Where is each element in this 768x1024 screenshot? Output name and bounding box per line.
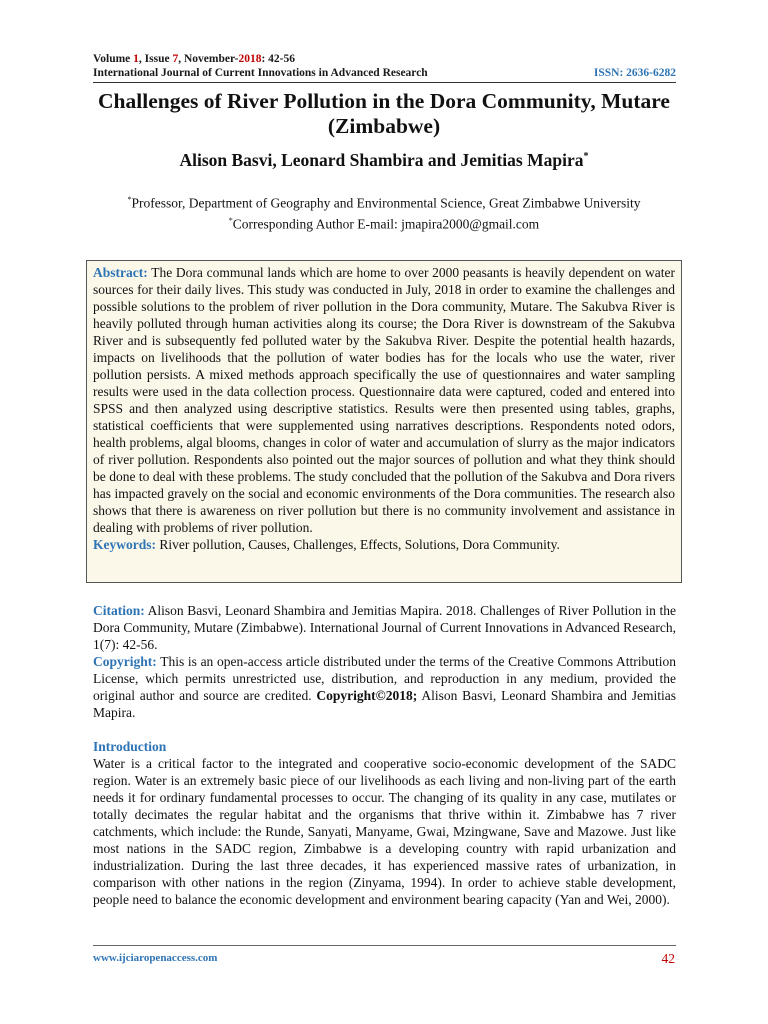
corresponding-email-line: *Corresponding Author E-mail: jmapira2000@gmail.com: [228, 215, 540, 231]
citation-label: Citation:: [93, 603, 145, 618]
volume-number: 1: [133, 53, 139, 65]
year: 2018: [238, 53, 262, 65]
author-list: Alison Basvi, Leonard Shambira and Jemitias Mapira*: [179, 150, 589, 170]
abstract-box: [86, 260, 682, 583]
footer-rule: [93, 945, 676, 946]
citation-paragraph: Citation: Alison Basvi, Leonard Shambira and Jemitias Mapira. 2018. Challenges of River Pollution in the Dora Community, Mutare (Zimbabwe). International Journal of Current Innovations in Advanced Research, 1(7): 42-56.: [93, 603, 676, 652]
introduction-heading: Introduction: [93, 739, 167, 754]
header-rule: [93, 82, 676, 83]
corresponding-mark: *: [583, 151, 589, 163]
abstract-paragraph: Abstract: The Dora communal lands which are home to over 2000 peasants is heavily dependent on water sources for their daily lives. This study was conducted in July, 2018 in order to examine the challenges and possible solutions to the problem of river pollution in the Dora community, Mutare. The Sakubva River is heavily polluted through human activities along its course; the Dora River is downstream of the Sakubva River and is subsequently fed polluted water by the Sakubva River. Despite the potential health hazards, impacts on livelihoods that the pollution of water bodies has for the locals who use the water, river pollution persists. A mixed methods approach specifically the use of questionnaires and water sampling results were used in the data collection process. Questionnaire data were captured, coded and entered into SPSS and then analyzed using descriptive statistics. Results were then presented using tables, graphs, statistical coefficients that were supplemented using narratives descriptions. Respondents noted odors, health problems, algal blooms, changes in color of water and accumulation of slurry as the major indicators of river pollution. Respondents also pointed out the major sources of pollution and what they think should be done to deal with these problems. The study concluded that the pollution of the Sakubva and Dora rivers has impacted gravely on the social and economic environments of the Dora communities. The research also shows that there is awareness on river pollution but there is no community involvement and assistance in dealing with problems of river pollution.: [93, 265, 675, 535]
keywords-label: Keywords:: [93, 537, 156, 552]
journal-website-link[interactable]: www.ijciaropenaccess.com: [93, 952, 218, 964]
copyright-paragraph: Copyright: This is an open-access article distributed under the terms of the Creative Commons Attribution License, which permits unrestricted use, distribution, and reproduction in any medium, provided the original author and source are credited. Copyright©2018; Alison Basvi, Leonard Shambira and Jemitias Mapira.: [93, 654, 676, 720]
volume-issue-line: Volume 1, Issue 7, November-2018: 42-56: [93, 53, 296, 65]
page-number: 42: [661, 951, 675, 966]
keywords-line: Keywords: River pollution, Causes, Challenges, Effects, Solutions, Dora Community.: [93, 537, 560, 552]
issn: ISSN: 2636-6282: [593, 67, 676, 79]
issue-number: 7: [172, 53, 179, 65]
journal-line: [93, 67, 676, 79]
affiliation: [80, 191, 688, 232]
journal-name: International Journal of Current Innovations in Advanced Research: [93, 67, 428, 79]
article-title: Challenges of River Pollution in the Dora Community, Mutare (Zimbabwe): [98, 89, 670, 138]
copyright-label: Copyright:: [93, 654, 157, 669]
affiliation-line: *Professor, Department of Geography and Environmental Science, Great Zimbabwe University: [127, 195, 641, 211]
introduction-paragraph: Water is a critical factor to the integrated and cooperative socio-economic development of the SADC region. Water is an extremely basic piece of our livelihoods as each living and non-living part of the earth needs it for ordinary fundamental processes to occur. The changing of its quality in any case, mutilates or totally decimates the regular habitat and the organisms that thrive within it. Zimbabwe has 7 river catchments, which include: the Runde, Sanyati, Manyame, Gwai, Mzingwane, Save and Mazowe. Just like most nations in the SADC region, Zimbabwe is a developing country with rapid urbanization and industrialization. During the last three decades, it has experienced massive rates of urbanization, in comparison with other nations in the region (Zinyama, 1994). In order to achieve stable development, people need to balance the economic development and environment bearing capacity (Yan and Wei, 2000).: [93, 756, 676, 907]
citation-block: [93, 602, 676, 721]
abstract-label: Abstract:: [93, 265, 148, 280]
